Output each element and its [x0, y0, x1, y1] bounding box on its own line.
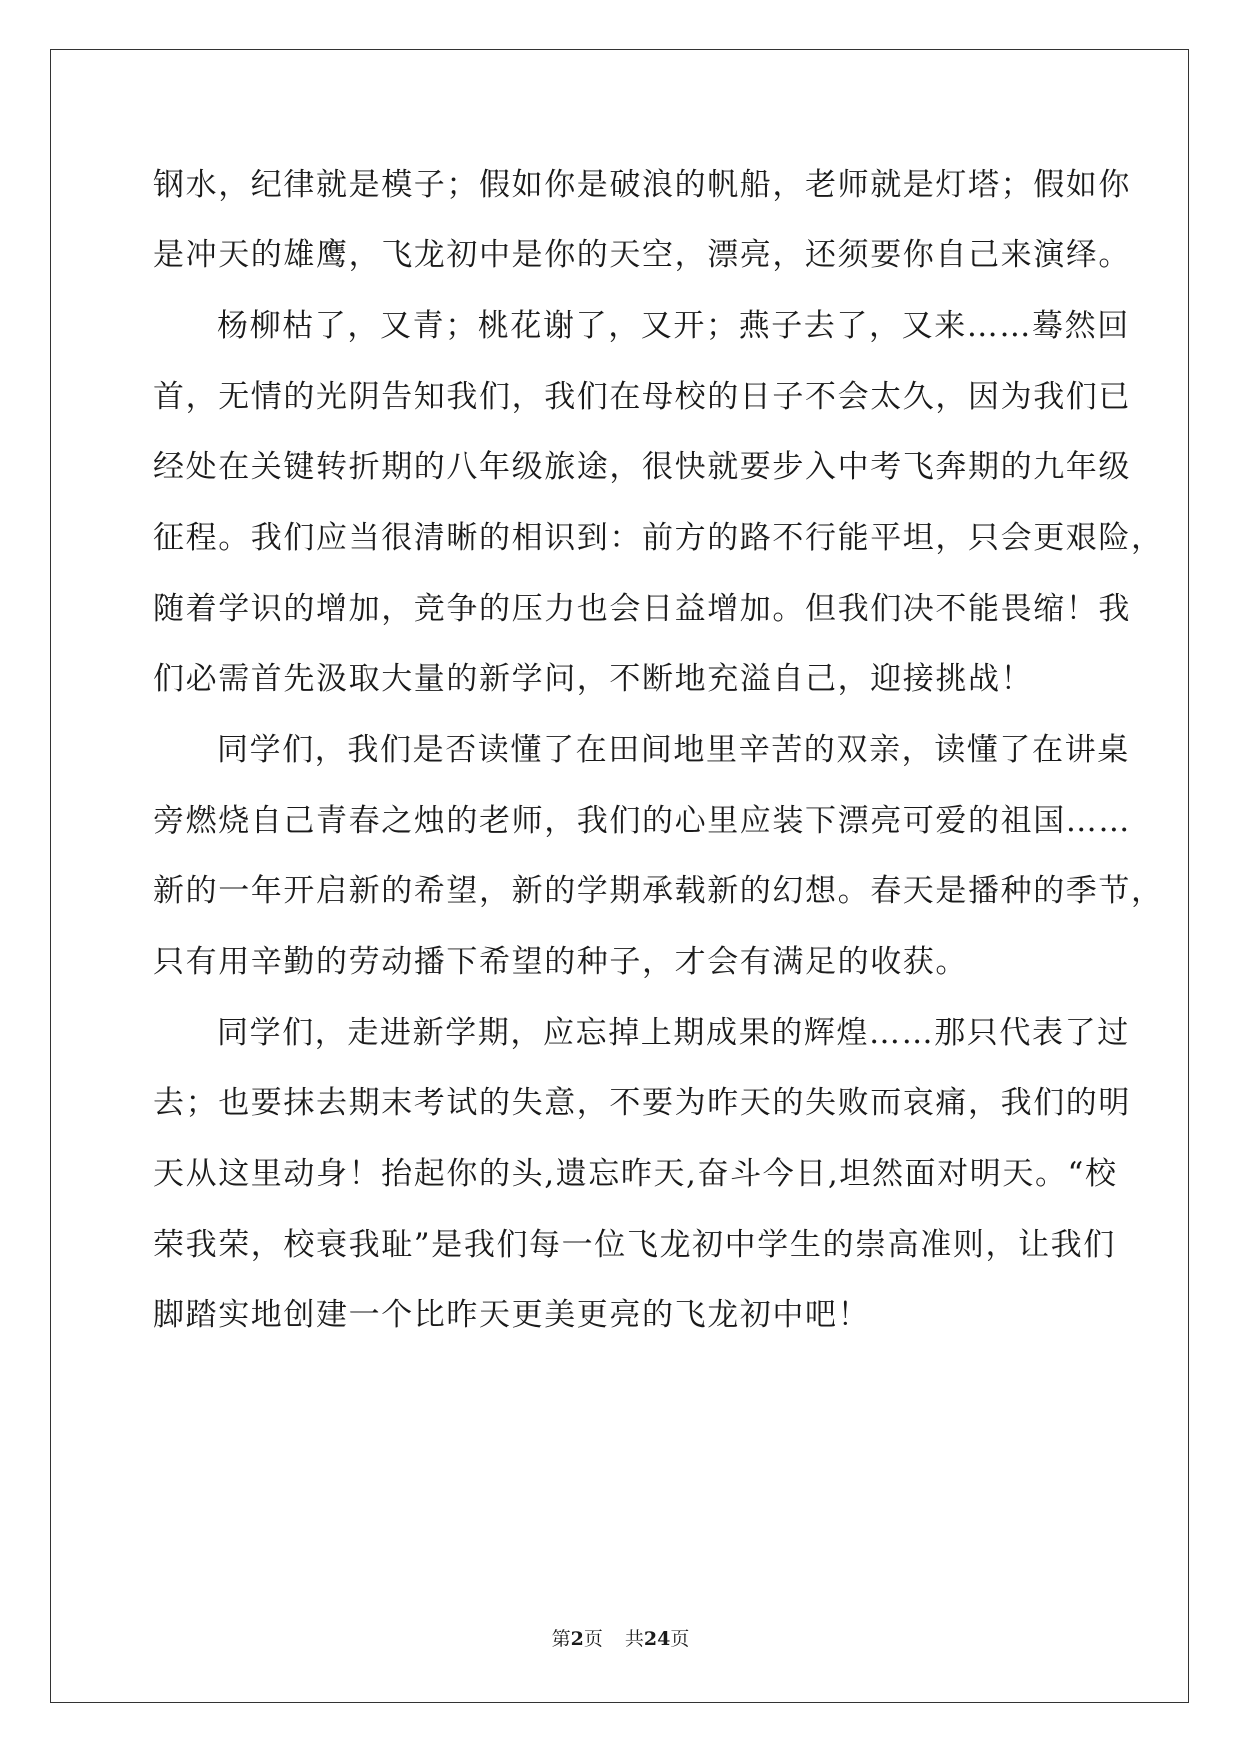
text-line: 新的一年开启新的希望，新的学期承载新的幻想。春天是播种的季节， — [153, 873, 1164, 909]
text-line: 首，无情的光阴告知我们，我们在母校的日子不会太久，因为我们已 — [153, 379, 1131, 415]
page-total: 24 — [643, 1628, 671, 1650]
paragraph-start-line: 杨柳枯了，又青；桃花谢了，又开；燕子去了，又来……蓦然回 — [217, 308, 1130, 344]
page-suffix: 页 — [583, 1628, 603, 1650]
page-footer — [0, 1626, 1241, 1652]
text-line: 脚踏实地创建一个比昨天更美更亮的飞龙初中吧！ — [153, 1297, 871, 1333]
text-line: 荣我荣，校衰我耻”是我们每一位飞龙初中学生的崇高准则，让我们 — [153, 1227, 1116, 1263]
text-line: 旁燃烧自己青春之烛的老师，我们的心里应装下漂亮可爱的祖国…… — [153, 803, 1131, 839]
total-prefix: 共 — [624, 1628, 644, 1650]
page-prefix: 第 — [551, 1628, 571, 1650]
text-line: 们必需首先汲取大量的新学问，不断地充溢自己，迎接挑战！ — [153, 661, 1034, 697]
text-line: 钢水，纪律就是模子；假如你是破浪的帆船，老师就是灯塔；假如你 — [153, 167, 1131, 203]
text-line: 只有用辛勤的劳动播下希望的种子，才会有满足的收获。 — [153, 944, 968, 980]
text-line: 经处在关键转折期的八年级旅途，很快就要步入中考飞奔期的九年级 — [153, 449, 1131, 485]
page-number: 2 — [570, 1628, 584, 1650]
text-line: 是冲天的雄鹰，飞龙初中是你的天空，漂亮，还须要你自己来演绎。 — [153, 237, 1131, 273]
text-line: 随着学识的增加，竞争的压力也会日益增加。但我们决不能畏缩！我 — [153, 591, 1131, 627]
text-line: 征程。我们应当很清晰的相识到：前方的路不行能平坦，只会更艰险， — [153, 520, 1164, 556]
paragraph-start-line: 同学们，我们是否读懂了在田间地里辛苦的双亲，读懂了在讲桌 — [217, 732, 1130, 768]
paragraph-start-line: 同学们，走进新学期，应忘掉上期成果的辉煌……那只代表了过 — [217, 1015, 1130, 1051]
total-suffix: 页 — [670, 1628, 690, 1650]
text-line: 天从这里动身！抬起你的头,遗忘昨天,奋斗今日,坦然面对明天。“校 — [153, 1156, 1118, 1192]
text-line: 去；也要抹去期末考试的失意，不要为昨天的失败而哀痛，我们的明 — [153, 1085, 1131, 1121]
